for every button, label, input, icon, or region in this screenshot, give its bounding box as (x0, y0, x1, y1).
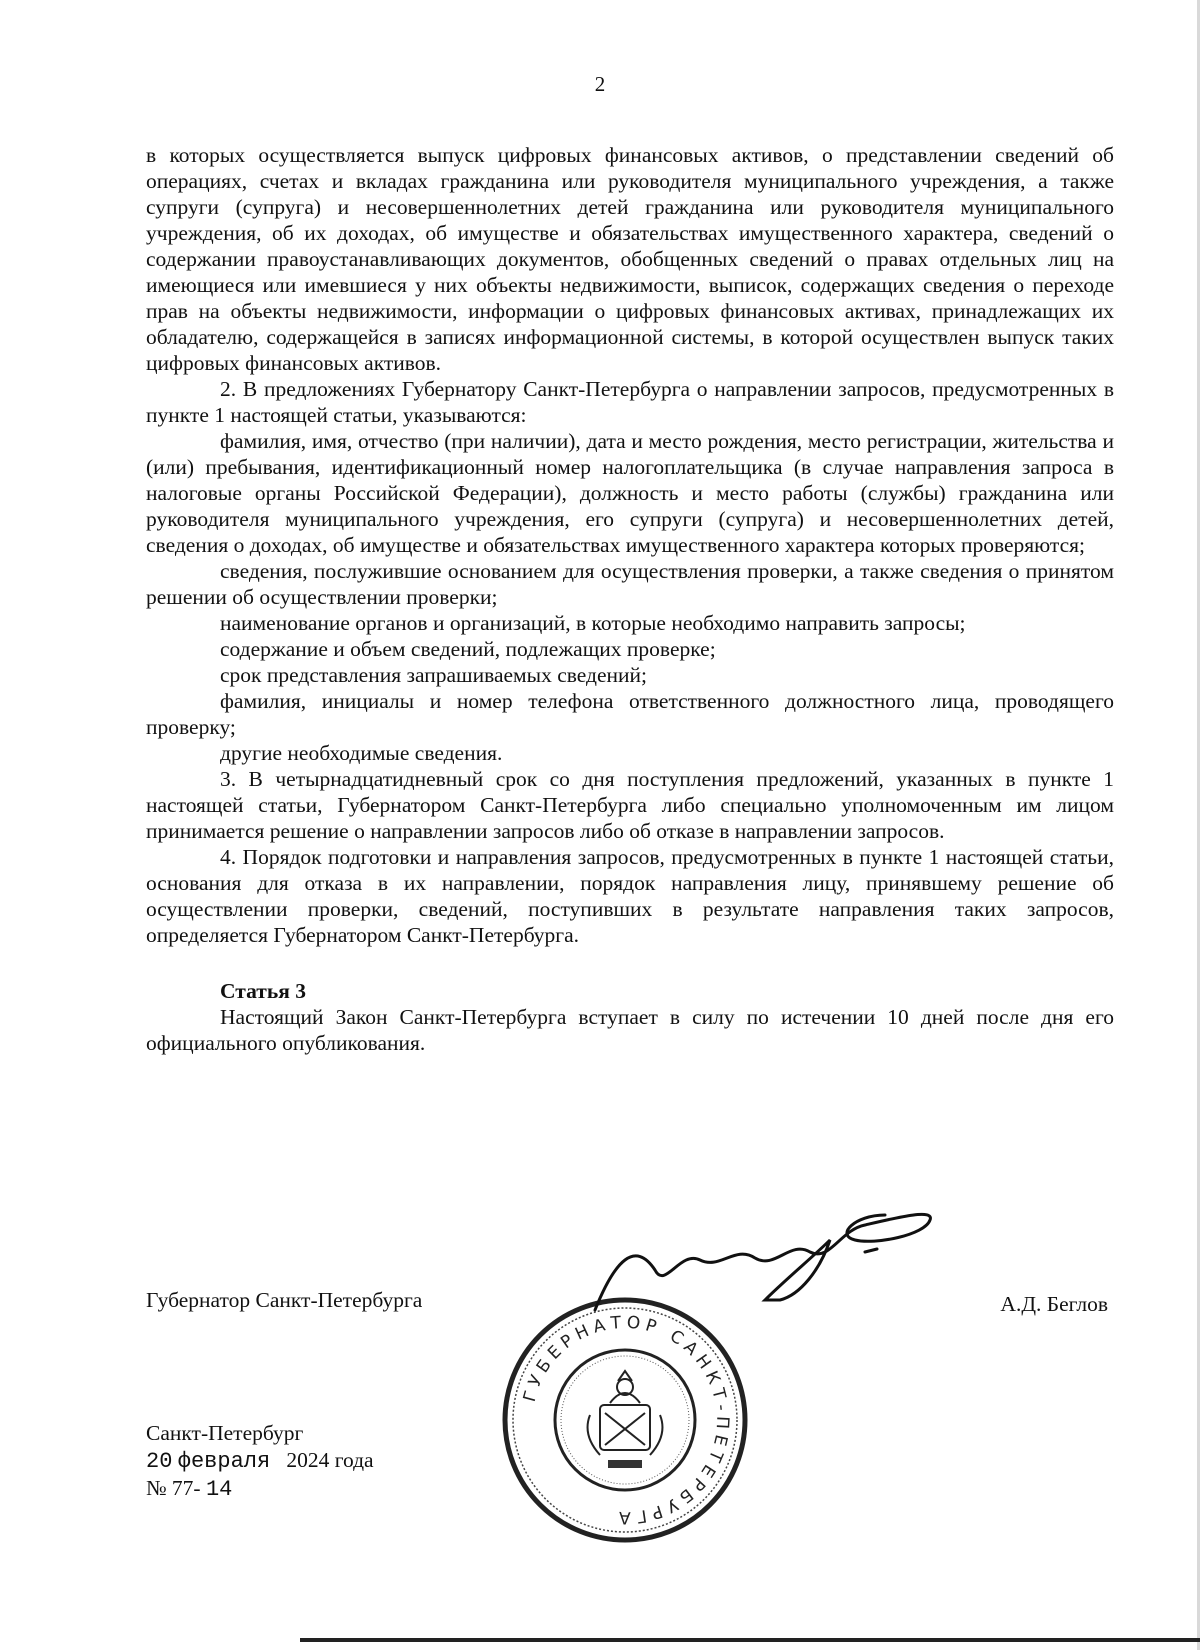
signature-icon (585, 1200, 945, 1330)
number-value: 14 (205, 1477, 233, 1502)
signatory-name: А.Д. Беглов (1000, 1292, 1108, 1316)
official-seal-icon (500, 1295, 750, 1545)
date-year: 2024 года (286, 1448, 374, 1472)
number-prefix: № 77- (146, 1476, 201, 1500)
paragraph-item-3: 3. В четырнадцатидневный срок со дня поступления предложений, указанных в пункте 1 настоящей статьи, Губернатором Санкт-Петербурга либо специально уполномоченным им лицом принимается решение о направлении запросов либо об отказе в направлении запросов. (146, 767, 1114, 843)
paragraph-item-2: 2. В предложениях Губернатору Санкт-Петербурга о направлении запросов, предусмотренных в пункте 1 настоящей статьи, указываются: (146, 377, 1114, 427)
svg-text:ГУБЕРНАТОР САНКТ-ПЕТЕРБУРГА: ГУБЕРНАТОР САНКТ-ПЕТЕРБУРГА (519, 1312, 733, 1528)
paragraph-continuation: в которых осуществляется выпуск цифровых финансовых активов, о представлении сведений об операциях, счетах и вкладах гражданина или руководителя муниципального учреждения, а также супруги (супруга) и несовершеннолетних детей гражданина или руководителя муниципального учреждения, об их доходах, об имуществе и обязательствах имущественного характера, сведений о содержании правоустанавливающих документов, обобщенных сведений о правах отдельных лиц на имеющиеся или имевшиеся у них объекты недвижимости, выписок, содержащих сведения о переходе прав на объекты недвижимости, информации о цифровых финансовых активах, принадлежащих их обладателю, содержащейся в записях информационной системы, в которой осуществлен выпуск таких цифровых финансовых активов. (146, 143, 1114, 375)
article-3-title: Статья 3 (220, 979, 306, 1003)
bottom-scan-line (300, 1638, 1200, 1642)
paragraph-term: срок представления запрашиваемых сведений; (220, 663, 648, 687)
paragraph-responsible: фамилия, инициалы и номер телефона ответственного должностного лица, проводящего проверку; (146, 689, 1114, 739)
document-body (146, 142, 1114, 1056)
document-number (146, 1475, 374, 1503)
place: Санкт-Петербург (146, 1421, 304, 1445)
paragraph-item-4: 4. Порядок подготовки и направления запросов, предусмотренных в пункте 1 настоящей статьи, основания для отказа в их направлении, порядок направления лицу, принявшему решение об осуществлении проверки, сведений, поступивших в результате направления таких запросов, определяется Губернатором Санкт-Петербурга. (146, 845, 1114, 947)
place-date-block (146, 1420, 374, 1503)
paragraph-grounds: сведения, послужившие основанием для осуществления проверки, а также сведения о принятом решении об осуществлении проверки; (146, 559, 1114, 609)
paragraph-organs: наименование органов и организаций, в которые необходимо направить запросы; (220, 611, 966, 635)
paragraph-other: другие необходимые сведения. (220, 741, 503, 765)
date-line (146, 1447, 374, 1475)
date-month: февраля (177, 1449, 271, 1474)
paragraph-content: содержание и объем сведений, подлежащих проверке; (220, 637, 716, 661)
article-3-text: Настоящий Закон Санкт-Петербурга вступает в силу по истечении 10 дней после дня его официального опубликования. (146, 1005, 1114, 1055)
paragraph-personal-data: фамилия, имя, отчество (при наличии), дата и место рождения, место регистрации, жительства и (или) пребывания, идентификационный номер налогоплательщика (в случае направления запроса в налоговые органы Российской Федерации), должность и место работы (службы) гражданина или руководителя муниципального учреждения, его супруги (супруга) и несовершеннолетних детей, сведения о доходах, об имуществе и обязательствах имущественного характера которых проверяются; (146, 429, 1114, 557)
date-day: 20 (146, 1449, 173, 1474)
page-number: 2 (594, 72, 606, 96)
signatory-title: Губернатор Санкт-Петербурга (146, 1288, 423, 1312)
